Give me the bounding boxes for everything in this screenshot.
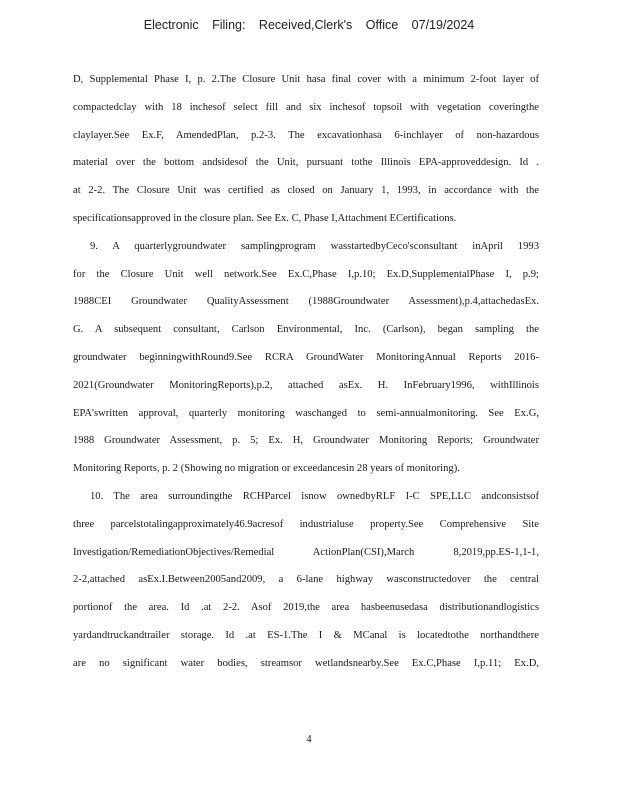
text-line: groundwater beginningwithRound9.See RCRA GroundWater MonitoringAnnual Reports 2016- bbox=[73, 351, 539, 363]
document-body bbox=[73, 66, 539, 678]
page-number: 4 bbox=[306, 734, 312, 745]
text-line: are no significant water bodies, streamsor wetlandsnearby.See Ex.C,Phase I,p.11; Ex.D, bbox=[73, 657, 539, 669]
text-line: Monitoring Reports, p. 2 (Showing no migration or exceedancesin 28 years of monitoring). bbox=[73, 463, 460, 475]
text-line: material over the bottom andsidesof the Unit, pursuant tothe Illinois EPA-approveddesign. Id . bbox=[73, 157, 539, 169]
text-line: EPA'swritten approval, quarterly monitoring waschanged to semi-annualmonitoring. See Ex.G, bbox=[73, 407, 539, 419]
text-line: claylayer.See Ex.F, AmendedPlan, p.2-3. The excavationhasa 6-inchlayer of non-hazardous bbox=[73, 129, 539, 141]
filing-header: Electronic Filing: Received,Clerk's Office 07/19/2024 bbox=[143, 18, 475, 32]
text-line: G. A subsequent consultant, Carlson Environmental, Inc. (Carlson), began sampling the bbox=[73, 324, 539, 336]
text-line: yardandtruckandtrailer storage. Id .at ES-1.The I & MCanal is locatedtothe northandthere bbox=[73, 629, 539, 641]
text-line: three parcelstotalingapproximately46.9acresof industrialuse property.See Comprehensive Site bbox=[73, 518, 539, 530]
text-line: specificationsapproved in the closure plan. See Ex. C, Phase I,Attachment ECertifications. bbox=[73, 212, 457, 224]
text-line: Investigation/RemediationObjectives/Remedial ActionPlan(CSI),March 8,2019,pp.ES-1,1-1, bbox=[73, 546, 539, 558]
text-line: at 2-2. The Closure Unit was certified as closed on January 1, 1993, in accordance with the bbox=[73, 185, 539, 197]
paragraph-9-start: 9. A quarterlygroundwater samplingprogram wasstartedbyCeco'sconsultant inApril 1993 bbox=[90, 240, 539, 252]
text-line: 2-2,attached asEx.I.Between2005and2009, a 6-lane highway wasconstructedover the central bbox=[73, 574, 539, 586]
text-line: 1988 Groundwater Assessment, p. 5; Ex. H, Groundwater Monitoring Reports; Groundwater bbox=[73, 435, 539, 447]
paragraph-10-start: 10. The area surroundingthe RCHParcel isnow ownedbyRLF I-C SPE,LLC andconsistsof bbox=[90, 490, 539, 502]
text-line: compactedclay with 18 inchesof select fill and six inchesof topsoil with vegetation coveringthe bbox=[73, 101, 539, 113]
text-line: for the Closure Unit well network.See Ex.C,Phase I,p.10; Ex.D,SupplementalPhase I, p.9; bbox=[73, 268, 539, 280]
text-line: portionof the area. Id .at 2-2. Asof 2019,the area hasbeenusedasa distributionandlogistics bbox=[73, 602, 539, 614]
text-line: D, Supplemental Phase I, p. 2.The Closure Unit hasa final cover with a minimum 2-foot layer of bbox=[73, 74, 539, 85]
text-line: 2021(Groundwater MonitoringReports),p.2, attached asEx. H. InFebruary1996, withIllinois bbox=[73, 379, 539, 391]
text-line: 1988CEI Groundwater QualityAssessment (1988Groundwater Assessment),p.4,attachedasEx. bbox=[73, 296, 539, 308]
